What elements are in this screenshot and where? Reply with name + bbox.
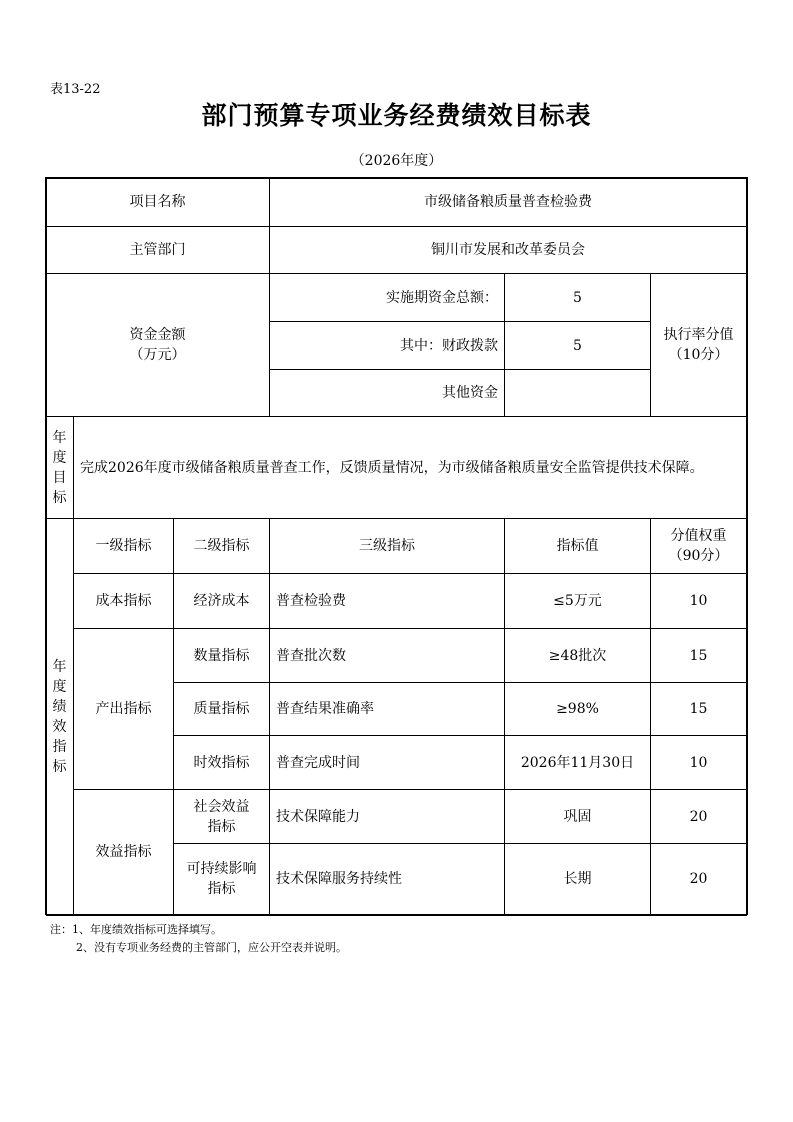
- annual-goal-char: 年: [52, 429, 67, 446]
- annual-goal-label: [46, 417, 73, 518]
- execution-rate-score: [651, 274, 746, 416]
- execution-rate-line2: （10分）: [668, 347, 729, 363]
- benefit-row-level2: [174, 790, 269, 843]
- header-level1: 一级指标: [95, 538, 152, 554]
- department-label: 主管部门: [129, 242, 186, 258]
- output-row-value: 2026年11月30日: [520, 754, 635, 771]
- footnotes: [50, 921, 347, 957]
- output-indicator-level1: 产出指标: [95, 701, 152, 717]
- funds-label-line2: （万元）: [129, 347, 186, 363]
- header-indicator-value: 指标值: [556, 538, 599, 554]
- header-weight-line2: （90分）: [668, 548, 729, 564]
- benefit-level2-line1: 可持续影响: [186, 861, 257, 877]
- fiscal-appropriation-label: 其中：财政拨款: [400, 337, 498, 354]
- funds-amount-label: [46, 274, 269, 416]
- header-weight: [651, 519, 746, 573]
- output-row-weight: 15: [689, 647, 708, 664]
- total-funds-value: 5: [573, 289, 582, 306]
- output-row-level2: 质量指标: [193, 701, 250, 717]
- cost-indicator-weight: 10: [689, 593, 708, 609]
- indicator-side-char: 效: [52, 718, 67, 735]
- benefit-indicator-level1: 效益指标: [95, 844, 152, 860]
- other-funds-label: 其他资金: [442, 385, 498, 401]
- annual-goal-char: 度: [52, 449, 67, 466]
- department-value: 铜川市发展和改革委员会: [431, 242, 585, 258]
- annual-goal-text: 完成2026年度市级储备粮质量普查工作，反馈质量情况，为市级储备粮质量安全监管提供技术保障。: [80, 459, 704, 476]
- cost-indicator-level3: 普查检验费: [276, 593, 346, 609]
- table-code: 表13-22: [50, 82, 101, 97]
- indicator-side-char: 年: [52, 658, 67, 675]
- funds-label-line1: 资金金额: [129, 327, 186, 343]
- output-row-value: ≥48批次: [548, 647, 607, 664]
- benefit-level2-line1: 社会效益: [193, 798, 250, 815]
- output-row-weight: 10: [689, 754, 708, 771]
- annual-goal-char: 标: [52, 489, 67, 506]
- output-row-level3: 普查结果准确率: [276, 701, 374, 717]
- cost-indicator-level2: 经济成本: [193, 593, 250, 609]
- other-funds-value: [505, 370, 650, 416]
- benefit-row-level2: [174, 844, 269, 914]
- output-row-value: ≥98%: [556, 701, 599, 717]
- annual-goal-char: 目: [52, 469, 67, 486]
- indicator-side-char: 标: [52, 758, 67, 775]
- fiscal-appropriation-value: 5: [573, 337, 582, 354]
- indicator-side-char: 绩: [52, 698, 67, 715]
- cost-indicator-level1: 成本指标: [95, 593, 152, 609]
- output-row-weight: 15: [689, 701, 708, 717]
- benefit-level2-line2: 指标: [207, 881, 236, 897]
- header-level2: 二级指标: [193, 538, 250, 554]
- benefit-row-value: 巩固: [563, 808, 592, 825]
- benefit-row-weight: 20: [689, 808, 708, 825]
- header-level3: 三级指标: [359, 538, 415, 554]
- cost-indicator-value: ≤5万元: [553, 593, 602, 609]
- footnote-2: 2、没有专项业务经费的主管部门，应公开空表并说明。: [76, 941, 347, 954]
- benefit-level2-line2: 指标: [207, 818, 236, 835]
- output-row-level2: 数量指标: [193, 647, 250, 664]
- output-row-level3: 普查完成时间: [276, 754, 360, 771]
- output-row-level2: 时效指标: [193, 754, 250, 771]
- output-row-level3: 普查批次数: [276, 647, 346, 664]
- header-weight-line1: 分值权重: [670, 528, 727, 544]
- benefit-row-weight: 20: [689, 871, 708, 887]
- benefit-row-value: 长期: [563, 871, 592, 887]
- execution-rate-line1: 执行率分值: [663, 327, 734, 343]
- project-name-label: 项目名称: [129, 194, 186, 210]
- indicator-side-char: 度: [52, 678, 67, 695]
- fiscal-year: （2026年度）: [350, 153, 443, 169]
- page-title: 部门预算专项业务经费绩效目标表: [201, 101, 592, 130]
- project-name-value: 市级储备粮质量普查检验费: [424, 194, 592, 210]
- footnote-1: 注：1、年度绩效指标可选择填写。: [50, 923, 222, 936]
- benefit-row-level3: 技术保障服务持续性: [276, 871, 402, 887]
- annual-performance-indicators-label: [46, 519, 73, 914]
- total-funds-label: 实施期资金总额：: [386, 289, 498, 306]
- indicator-side-char: 指: [52, 738, 67, 755]
- benefit-row-level3: 技术保障能力: [276, 808, 360, 825]
